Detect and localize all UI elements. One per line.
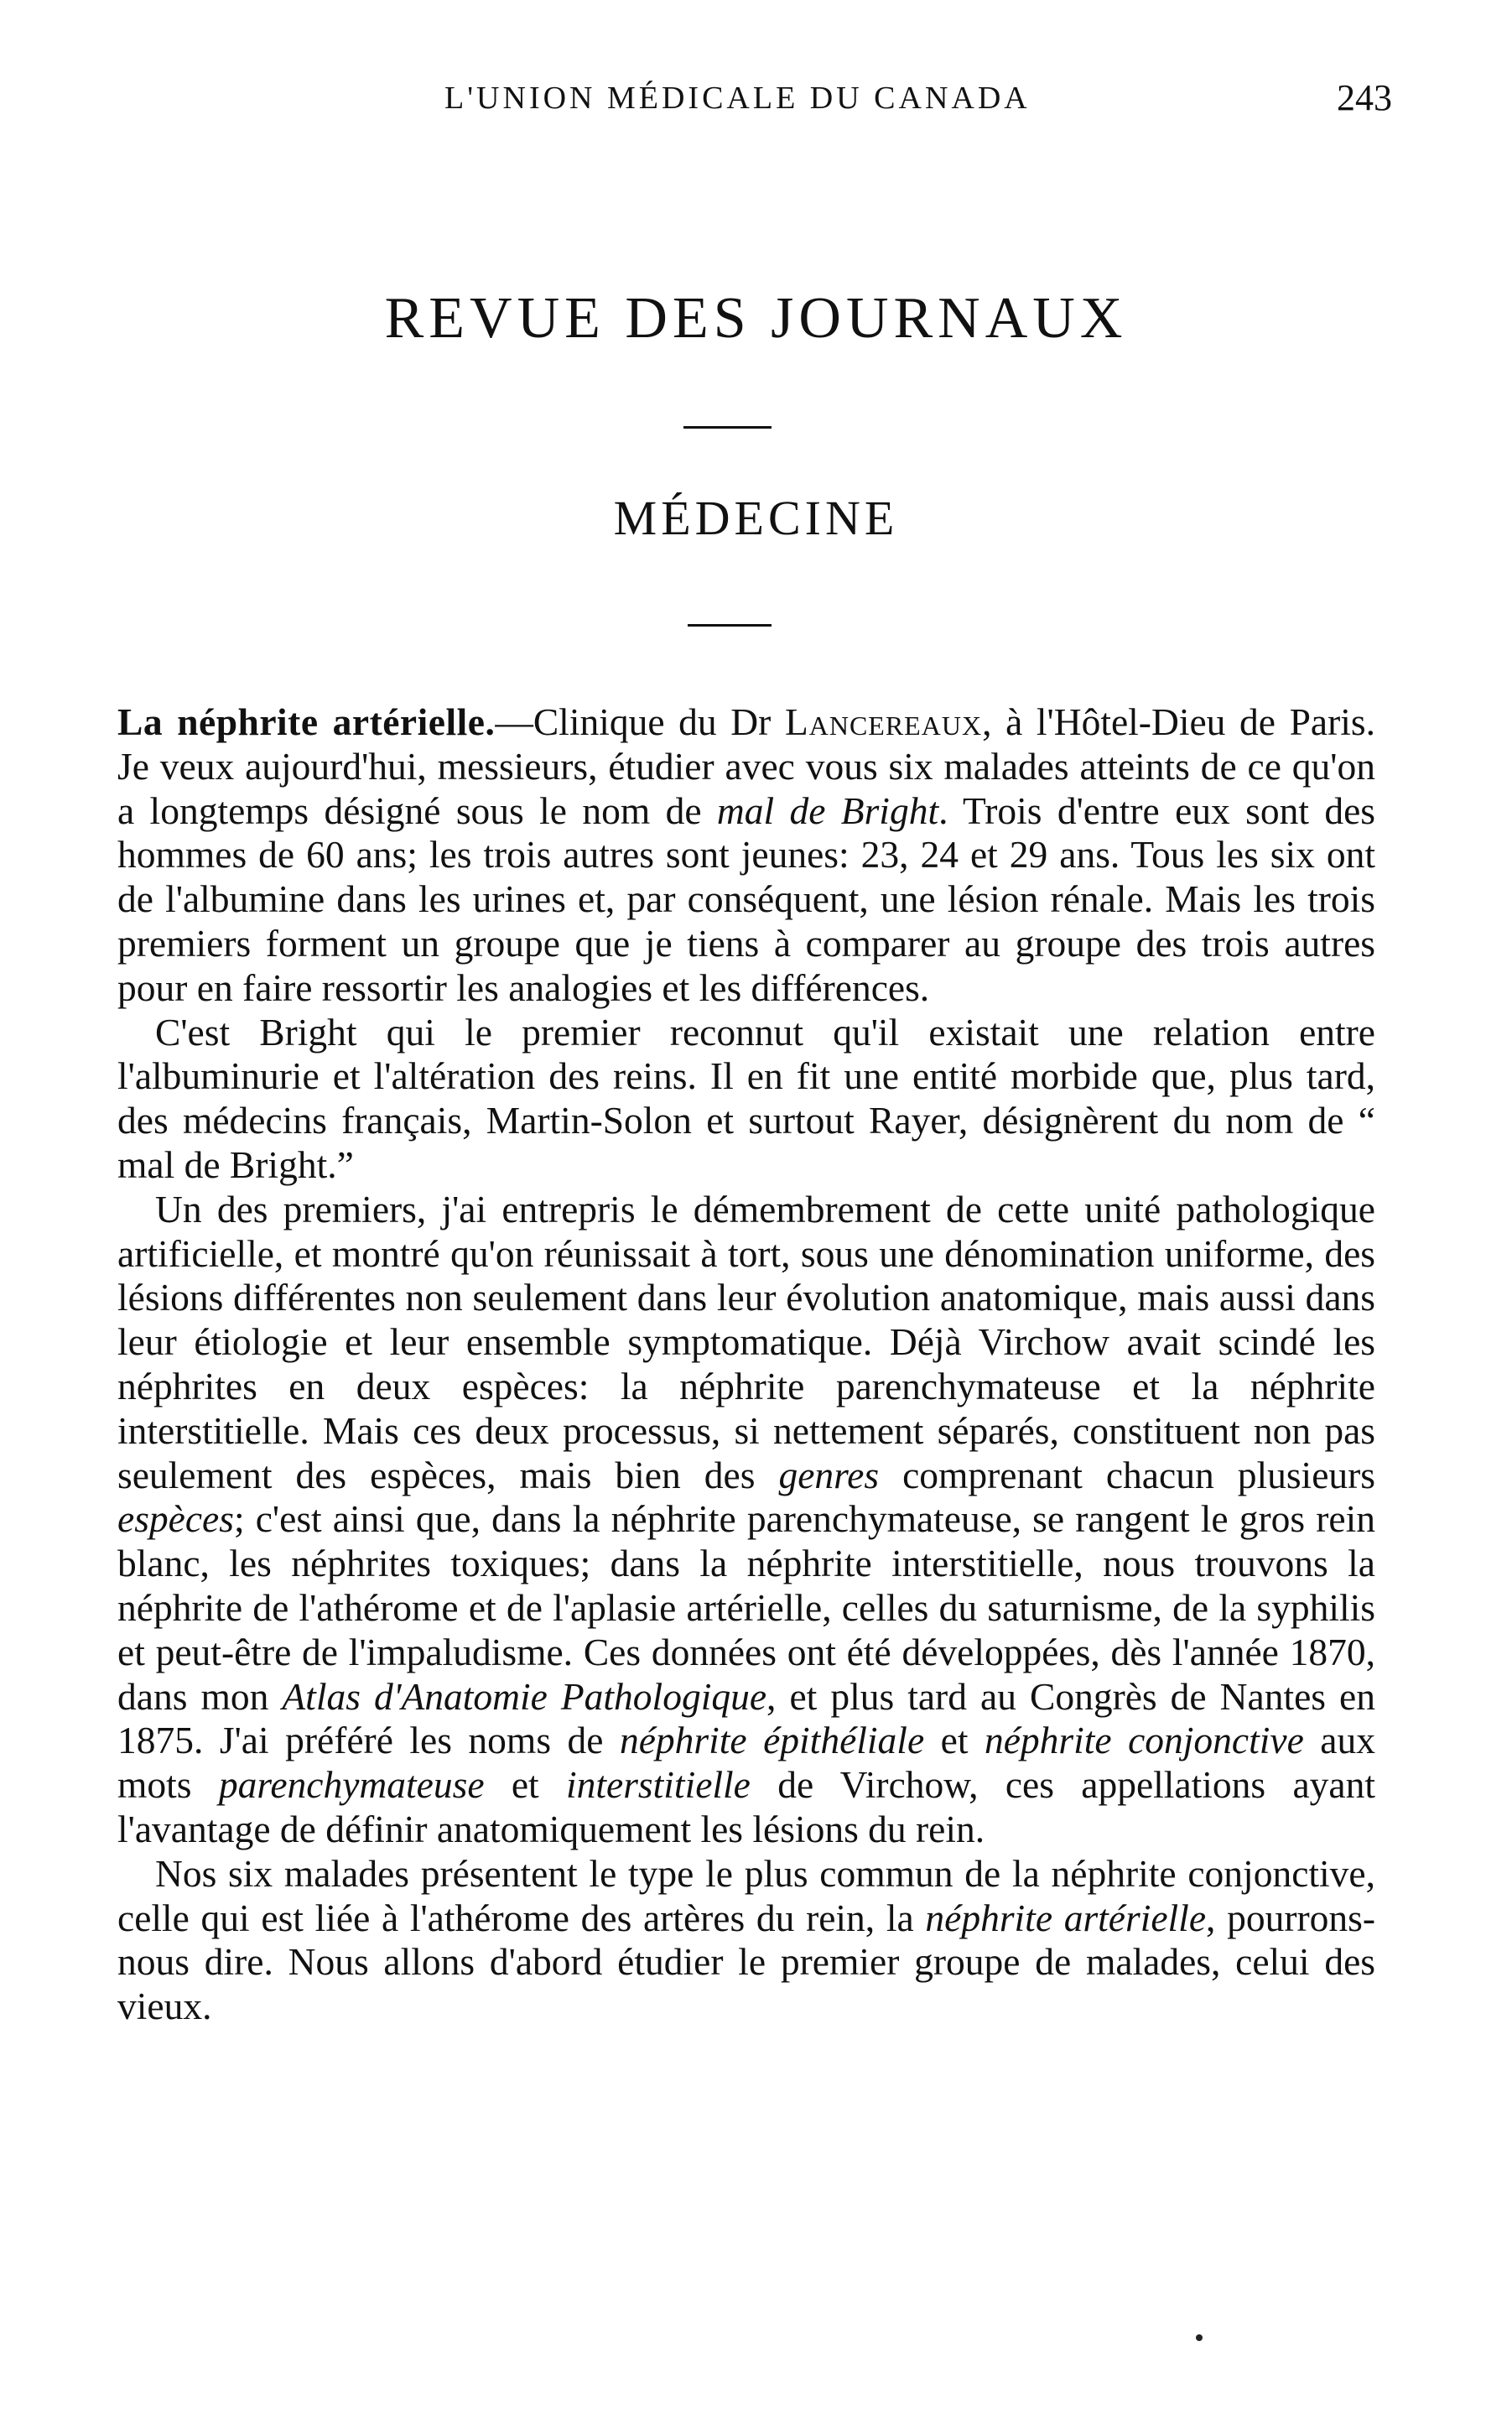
para-3-text-b: comprenant chacun plusieurs	[879, 1453, 1375, 1496]
page-number: 243	[1337, 77, 1392, 118]
intro-text-1: Clinique du Dr	[533, 700, 785, 743]
para-4-text-b: , pourrons-nous dire. Nous allons d'abord étudier le premier groupe de malades, celui des vieux.	[117, 1896, 1376, 2028]
genres-term: genres	[778, 1453, 880, 1496]
paragraph-2: C'est Bright qui le premier reconnut qu'il existait une relation entre l'albuminurie et l'altération des reins. Il en fit une entité morbide que, plus tard, des médecins français, Martin-Solon et surtout Rayer, désignèrent du nom de “ mal de Bright.”	[117, 1010, 1375, 1186]
nephrite-arterielle-term: néphrite artérielle	[925, 1896, 1207, 1939]
para-3-text-a: Un des premiers, j'ai entrepris le démembrement de cette unité pathologique artificielle, et montré qu'on réunissait à tort, sous une dénomination uniforme, des lésions différentes non seulement dans leur évolution anatomique, mais aussi dans leur étiologie et leur ensemble symptomatique. Déjà Virchow avait scindé les néphrites en deux espèces: la néphrite parenchymateuse et la néphrite interstitielle. Mais ces deux processus, si nettement séparés, constituent non pas seulement des espèces, mais bien des	[117, 1187, 1375, 1496]
nephrite-conjonctive-term: néphrite conjonctive	[984, 1719, 1304, 1762]
running-head	[117, 77, 1392, 130]
article-headline: La néphrite artérielle.	[117, 700, 496, 743]
paragraph-3	[117, 1188, 1375, 1852]
journal-name: L'UNION MÉDICALE DU CANADA	[444, 81, 1031, 116]
para-3-text-h: de Virchow, ces appellations ayant l'avantage de définir anatomiquement les lésions du rein.	[117, 1763, 1375, 1850]
paragraph-4	[117, 1852, 1375, 2029]
paragraph-1	[117, 700, 1375, 1011]
title-rule-bottom	[688, 624, 772, 627]
interstitielle-term: interstitielle	[566, 1763, 751, 1807]
para-3-text-e: et	[924, 1719, 985, 1762]
para-3-text-c: ; c'est ainsi que, dans la néphrite parenchymateuse, se rangent le gros rein blanc, les néphrites toxiques; dans la néphrite interstitielle, nous trouvons la néphrite de l'athérome et de l'aplasie artérielle, celles du saturnisme, de la syphilis et peut-être de l'impaludisme. Ces données ont été développées, dès l'année 1870, dans mon	[117, 1497, 1375, 1718]
intro-text-2: , à l'Hôtel-Dieu de Paris. Je veux aujourd'hui, messieurs, étudier avec vous six malades atteints de ce qu'on a longtemps désigné sous le nom de	[117, 700, 1375, 832]
parenchymateuse-term: parenchymateuse	[218, 1763, 485, 1807]
section-title: REVUE DES JOURNAUX	[384, 286, 1128, 351]
atlas-title: Atlas d'Anatomie Pathologique	[282, 1674, 767, 1718]
author-name: Lancereaux	[784, 700, 983, 743]
para-3-text-d: , et plus tard au Congrès de Nantes en 1875. J'ai préféré les noms de	[117, 1674, 1375, 1762]
mal-de-bright-term: mal de Bright	[716, 788, 939, 832]
para-4-text-a: Nos six malades présentent le type le plus commun de la néphrite conjonctive, celle qui est liée à l'athérome des artères du rein, la	[117, 1851, 1375, 1939]
article-body	[117, 700, 1375, 2029]
title-rule-top	[683, 426, 772, 429]
para-3-text-f: aux mots	[117, 1719, 1376, 1807]
page-dot-mark	[1196, 2334, 1203, 2341]
headline-separator: —	[495, 700, 533, 743]
especes-term: espèces	[117, 1497, 234, 1541]
para-3-text-g: et	[484, 1763, 566, 1807]
intro-text-3: . Trois d'entre eux sont des hommes de 60 ans; les trois autres sont jeunes: 23, 24 et 29 ans. Tous les six ont de l'albumine dans les urines et, par conséquent, une lésion rénale. Mais les trois premiers forment un groupe que je tiens à comparer au groupe des trois autres pour en faire ressortir les analogies et les différences.	[117, 788, 1375, 1009]
nephrite-epitheliale-term: néphrite épithéliale	[619, 1719, 925, 1762]
subsection-title: MÉDECINE	[613, 491, 899, 545]
